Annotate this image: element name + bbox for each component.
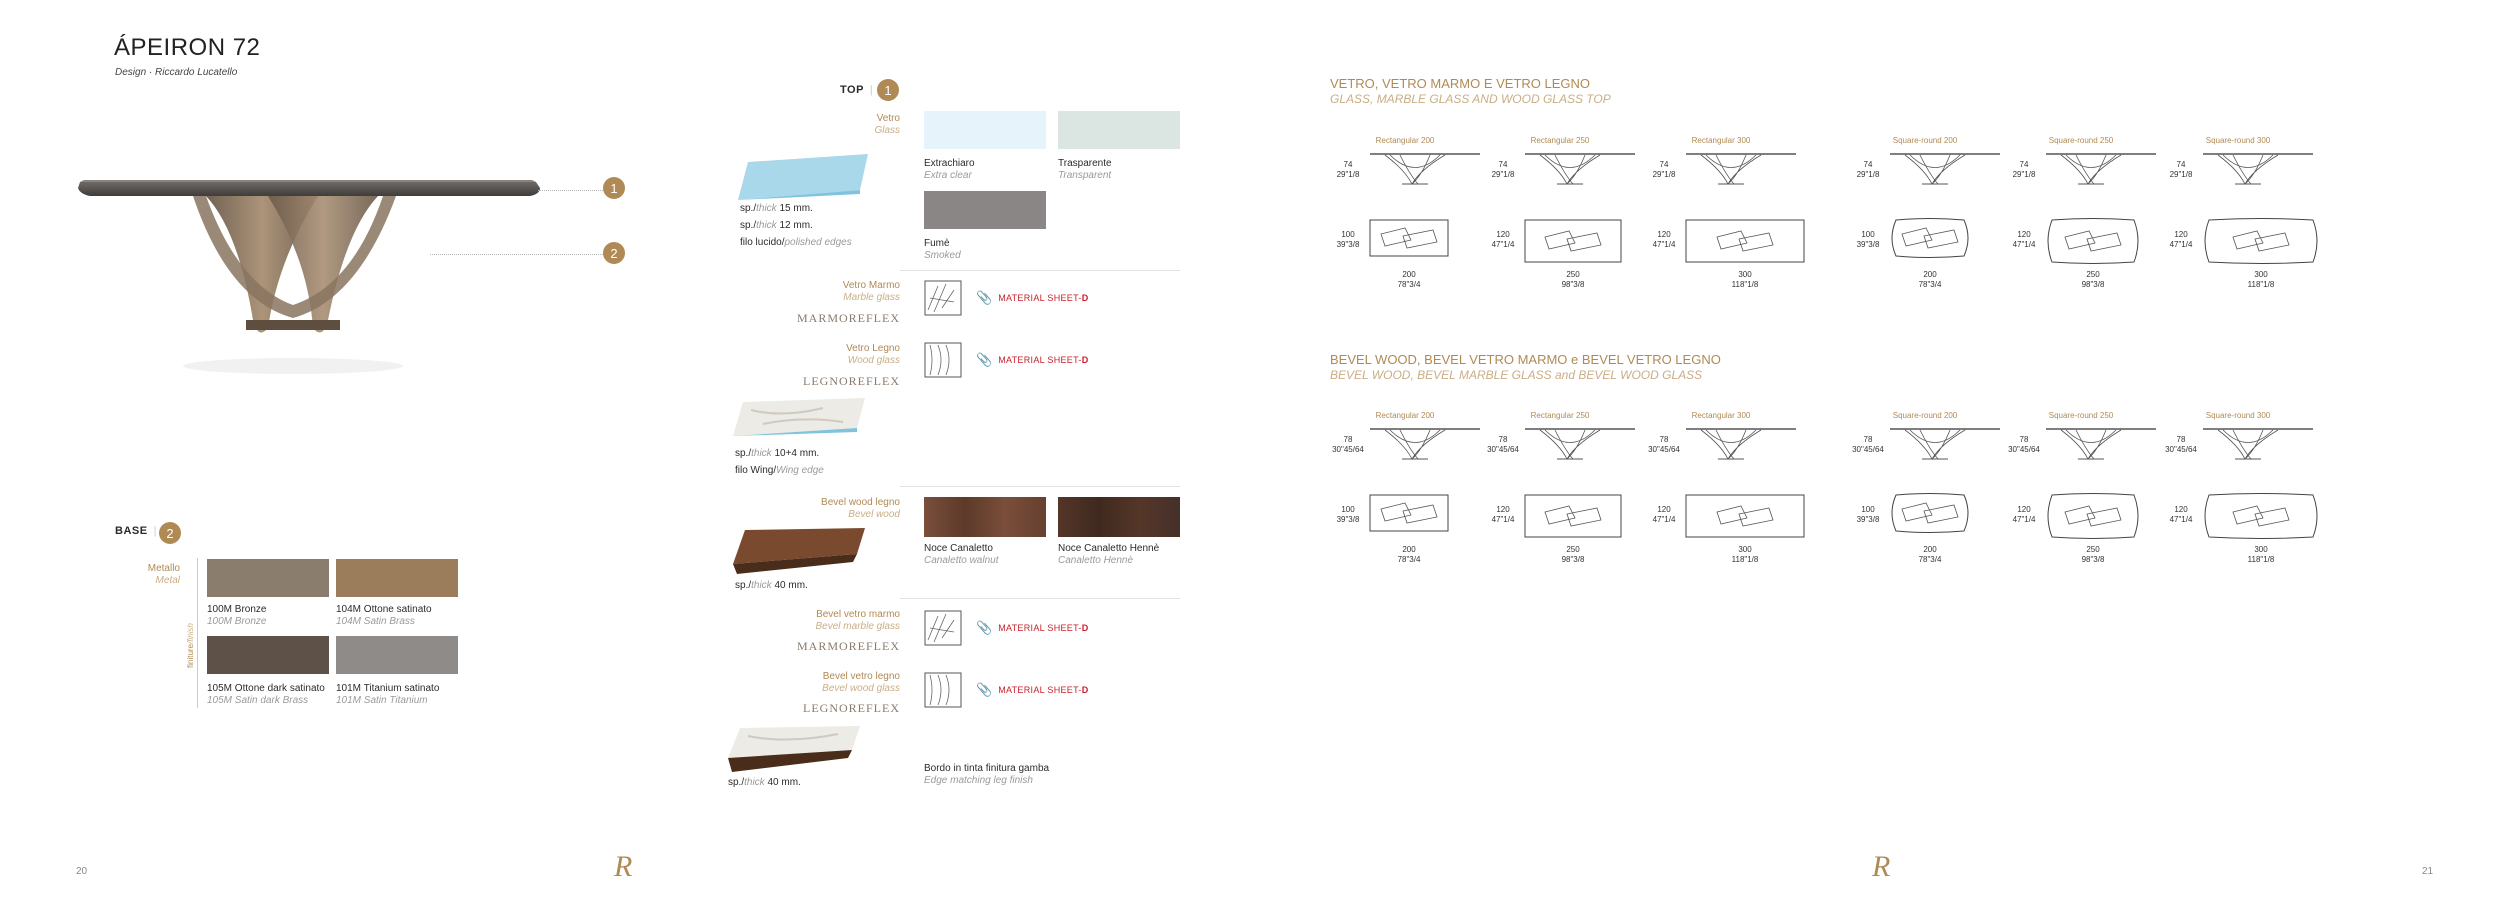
- height-cm: 74: [1863, 160, 1873, 169]
- depth-in: 39"3/8: [1856, 515, 1880, 524]
- height-cm: 78: [1498, 435, 1508, 444]
- depth-cm: 120: [1657, 230, 1671, 239]
- length-in: 98"3/8: [2081, 280, 2105, 289]
- height-in: 29"1/8: [1491, 170, 1515, 179]
- length-cm: 300: [2254, 545, 2268, 554]
- length-in: 118"1/8: [2247, 280, 2275, 289]
- base-number: 2: [159, 522, 181, 544]
- marble-material-sheet-link[interactable]: 📎 MATERIAL SHEET-D: [976, 290, 1089, 305]
- length-cm: 200: [1923, 270, 1937, 279]
- swatch-canaletto-walnut[interactable]: [924, 497, 1046, 537]
- base-name-1: 100M Bronze: [207, 604, 267, 615]
- base-heading: BASE |: [115, 525, 157, 537]
- depth-cm: 100: [1341, 230, 1355, 239]
- model-name: Square-round 200: [1892, 136, 1958, 145]
- section2-title: BEVEL WOOD, BEVEL VETRO MARMO e BEVEL VETRO LEGNO: [1330, 352, 1721, 367]
- height-in: 29"1/8: [2012, 170, 2036, 179]
- wood-material-sheet-link[interactable]: 📎 MATERIAL SHEET-D: [976, 352, 1089, 367]
- base-swatch-bronze[interactable]: [207, 559, 329, 597]
- model-name: Rectangular 200: [1375, 136, 1435, 145]
- bevel-wood-material-sheet-link[interactable]: 📎 MATERIAL SHEET-D: [976, 682, 1089, 697]
- swatch-transparent[interactable]: [1058, 111, 1180, 149]
- model-name: Square-round 300: [2205, 411, 2271, 420]
- base-sub-3: 105M Satin dark Brass: [207, 695, 309, 706]
- depth-in: 47"1/4: [2012, 240, 2036, 249]
- depth-in: 47"1/4: [2169, 240, 2193, 249]
- glass-name-2: Trasparente: [1058, 158, 1112, 169]
- section2-subtitle: BEVEL WOOD, BEVEL MARBLE GLASS and BEVEL WOOD GLASS: [1330, 368, 1703, 382]
- dimension-block: [2006, 130, 2166, 300]
- height-cm: 74: [1498, 160, 1508, 169]
- glass-sub-3: Smoked: [924, 250, 961, 261]
- glass-label: Vetro: [876, 113, 900, 124]
- depth-in: 47"1/4: [1491, 240, 1515, 249]
- glass-name-1: Extrachiaro: [924, 158, 975, 169]
- page-number-left: 20: [76, 866, 88, 877]
- height-in: 30"45/64: [1487, 445, 1519, 454]
- bevel-woodglass-sub: Bevel wood glass: [822, 683, 900, 694]
- base-sub-2: 104M Satin Brass: [336, 616, 415, 627]
- bevel-wood-name-2: Noce Canaletto Hennè: [1058, 543, 1160, 554]
- table-photo: [78, 170, 558, 390]
- length-cm: 250: [1566, 545, 1580, 554]
- wood-glass-label: Vetro Legno: [846, 343, 900, 354]
- depth-in: 39"3/8: [1336, 515, 1360, 524]
- depth-cm: 120: [1496, 230, 1510, 239]
- dimensions-grid-2: [1330, 405, 2390, 575]
- depth-in: 39"3/8: [1856, 240, 1880, 249]
- dimension-block: [1485, 130, 1645, 300]
- depth-in: 47"1/4: [1652, 240, 1676, 249]
- height-in: 30"45/64: [1852, 445, 1884, 454]
- legnoreflex-logo: LEGNOREFLEX: [803, 374, 900, 388]
- dimension-block: [1850, 405, 2010, 575]
- length-cm: 300: [2254, 270, 2268, 279]
- glass-sub-2: Transparent: [1058, 170, 1112, 181]
- length-cm: 200: [1923, 545, 1937, 554]
- depth-cm: 120: [2174, 505, 2188, 514]
- marble-glass-label: Vetro Marmo: [842, 280, 900, 291]
- base-swatch-satin-brass[interactable]: [336, 559, 458, 597]
- height-in: 29"1/8: [1856, 170, 1880, 179]
- length-cm: 300: [1738, 270, 1752, 279]
- depth-cm: 120: [2017, 505, 2031, 514]
- wood-sheet-icon: [924, 342, 962, 378]
- paperclip-icon: 📎: [976, 620, 993, 635]
- height-in: 30"45/64: [1332, 445, 1364, 454]
- bevel-wood-sub: Bevel wood: [848, 509, 900, 520]
- dimension-block: [1330, 130, 1490, 300]
- wood-glass-thumbnail: [733, 398, 865, 436]
- callout-2: 2: [603, 242, 625, 264]
- bevel-marble-label: Bevel vetro marmo: [816, 609, 900, 620]
- length-cm: 300: [1738, 545, 1752, 554]
- depth-cm: 100: [1861, 230, 1875, 239]
- dimension-block: [1850, 130, 2010, 300]
- length-cm: 250: [2086, 270, 2100, 279]
- model-name: Rectangular 300: [1691, 411, 1751, 420]
- glass-sub: Glass: [874, 125, 900, 136]
- length-in: 118"1/8: [1731, 555, 1759, 564]
- length-in: 98"3/8: [2081, 555, 2105, 564]
- marble-sheet-icon: [924, 280, 962, 316]
- bevel-marmoreflex-logo: MARMOREFLEX: [796, 639, 900, 653]
- depth-in: 47"1/4: [1491, 515, 1515, 524]
- page-title: ÁPEIRON 72: [114, 34, 261, 61]
- bevel-wood-sub-2: Canaletto Hennè: [1058, 555, 1134, 566]
- length-in: 118"1/8: [1731, 280, 1759, 289]
- base-name-4: 101M Titanium satinato: [336, 683, 440, 694]
- height-in: 29"1/8: [1652, 170, 1676, 179]
- length-cm: 200: [1402, 270, 1416, 279]
- depth-in: 47"1/4: [2169, 515, 2193, 524]
- paperclip-icon: 📎: [976, 682, 993, 697]
- length-in: 78"3/4: [1918, 555, 1942, 564]
- height-in: 29"1/8: [2169, 170, 2193, 179]
- height-cm: 74: [1659, 160, 1669, 169]
- height-cm: 78: [1863, 435, 1873, 444]
- length-in: 118"1/8: [2247, 555, 2275, 564]
- depth-in: 39"3/8: [1336, 240, 1360, 249]
- height-cm: 78: [2176, 435, 2186, 444]
- glass-spec-1: sp./thick 15 mm.: [740, 203, 813, 214]
- model-name: Square-round 250: [2048, 411, 2114, 420]
- bevel-wood-spec: sp./thick 40 mm.: [735, 580, 808, 591]
- length-in: 78"3/4: [1397, 280, 1421, 289]
- base-group-label: Metallo: [147, 563, 180, 574]
- depth-cm: 120: [1496, 505, 1510, 514]
- base-swatch-dark-brass[interactable]: [207, 636, 329, 674]
- model-name: Square-round 300: [2205, 136, 2271, 145]
- wood-glass-spec-1: sp./thick 10+4 mm.: [735, 448, 820, 459]
- base-finish-vertical: finiture/finish: [186, 623, 195, 668]
- bevel-marble-material-sheet-link[interactable]: 📎 MATERIAL SHEET-D: [976, 620, 1089, 635]
- base-name-2: 104M Ottone satinato: [336, 604, 432, 615]
- bevel-wood-sheet-icon: [924, 672, 962, 708]
- height-in: 29"1/8: [1336, 170, 1360, 179]
- model-name: Square-round 250: [2048, 136, 2114, 145]
- length-in: 78"3/4: [1397, 555, 1421, 564]
- brand-logo-right: R: [1872, 850, 1891, 883]
- edge-note: Bordo in tinta finitura gamba: [924, 763, 1050, 774]
- bevel-wood-thumbnail: [733, 528, 865, 574]
- brand-logo-left: R: [614, 850, 633, 883]
- glass-sub-1: Extra clear: [924, 170, 972, 181]
- dimension-block: [1646, 405, 1806, 575]
- depth-cm: 100: [1861, 505, 1875, 514]
- bevel-wood-label: Bevel wood legno: [821, 497, 900, 508]
- section1-title: VETRO, VETRO MARMO E VETRO LEGNO: [1330, 76, 1591, 91]
- dimension-block: [2006, 405, 2166, 575]
- paperclip-icon: 📎: [976, 290, 993, 305]
- dimension-block: [1646, 130, 1806, 300]
- model-name: Rectangular 250: [1530, 411, 1590, 420]
- length-cm: 200: [1402, 545, 1416, 554]
- height-cm: 78: [1659, 435, 1669, 444]
- dimension-block: [2163, 130, 2323, 300]
- bevel-woodglass-thumbnail: [728, 726, 860, 772]
- depth-cm: 120: [1657, 505, 1671, 514]
- length-in: 98"3/8: [1561, 555, 1585, 564]
- bevel-woodglass-label: Bevel vetro legno: [822, 671, 900, 682]
- height-cm: 74: [1343, 160, 1353, 169]
- glass-spec-3: filo lucido/polished edges: [740, 237, 852, 248]
- base-group-sub: Metal: [155, 575, 180, 586]
- height-in: 30"45/64: [1648, 445, 1680, 454]
- marmoreflex-logo: MARMOREFLEX: [796, 311, 900, 325]
- depth-cm: 120: [2017, 230, 2031, 239]
- dimension-block: [1485, 405, 1645, 575]
- page-number-right: 21: [2422, 866, 2434, 877]
- dimension-block: [1330, 405, 1490, 575]
- top-heading: TOP |: [840, 84, 873, 96]
- wood-glass-sub: Wood glass: [847, 355, 900, 366]
- model-name: Square-round 200: [1892, 411, 1958, 420]
- base-sub-4: 101M Satin Titanium: [336, 695, 428, 706]
- depth-cm: 120: [2174, 230, 2188, 239]
- bevel-marble-sheet-icon: [924, 610, 962, 646]
- edge-note-sub: Edge matching leg finish: [924, 775, 1033, 786]
- length-cm: 250: [2086, 545, 2100, 554]
- dimension-block: [2163, 405, 2323, 575]
- swatch-smoked[interactable]: [924, 191, 1046, 229]
- dimensions-grid-1: [1330, 130, 2390, 300]
- swatch-canaletto-henne[interactable]: [1058, 497, 1180, 537]
- depth-in: 47"1/4: [1652, 515, 1676, 524]
- depth-cm: 100: [1341, 505, 1355, 514]
- length-cm: 250: [1566, 270, 1580, 279]
- section1-subtitle: GLASS, MARBLE GLASS AND WOOD GLASS TOP: [1330, 92, 1611, 106]
- model-name: Rectangular 200: [1375, 411, 1435, 420]
- wood-glass-spec-2: filo Wing/Wing edge: [735, 465, 824, 476]
- depth-in: 47"1/4: [2012, 515, 2036, 524]
- marble-glass-sub: Marble glass: [843, 292, 900, 303]
- callout-1: 1: [603, 177, 625, 199]
- swatch-extra-clear[interactable]: [924, 111, 1046, 149]
- designer-credit: Design · Riccardo Lucatello: [115, 67, 238, 78]
- height-cm: 78: [1343, 435, 1353, 444]
- height-in: 30"45/64: [2008, 445, 2040, 454]
- base-sub-1: 100M Bronze: [207, 616, 267, 627]
- height-cm: 74: [2019, 160, 2029, 169]
- bevel-legnoreflex-logo: LEGNOREFLEX: [803, 701, 900, 715]
- bevel-wood-name-1: Noce Canaletto: [924, 543, 993, 554]
- bevel-marble-sub: Bevel marble glass: [815, 621, 900, 632]
- model-name: Rectangular 300: [1691, 136, 1751, 145]
- paperclip-icon: 📎: [976, 352, 993, 367]
- length-in: 78"3/4: [1918, 280, 1942, 289]
- glass-spec-2: sp./thick 12 mm.: [740, 220, 813, 231]
- base-swatch-titanium[interactable]: [336, 636, 458, 674]
- glass-name-3: Fumè: [924, 238, 950, 249]
- height-in: 30"45/64: [2165, 445, 2197, 454]
- height-cm: 78: [2019, 435, 2029, 444]
- length-in: 98"3/8: [1561, 280, 1585, 289]
- glass-thumbnail: [738, 154, 868, 200]
- bevel-woodglass-spec: sp./thick 40 mm.: [728, 777, 801, 788]
- model-name: Rectangular 250: [1530, 136, 1590, 145]
- height-cm: 74: [2176, 160, 2186, 169]
- top-number: 1: [877, 79, 899, 101]
- base-name-3: 105M Ottone dark satinato: [207, 683, 325, 694]
- bevel-wood-sub-1: Canaletto walnut: [924, 555, 999, 566]
